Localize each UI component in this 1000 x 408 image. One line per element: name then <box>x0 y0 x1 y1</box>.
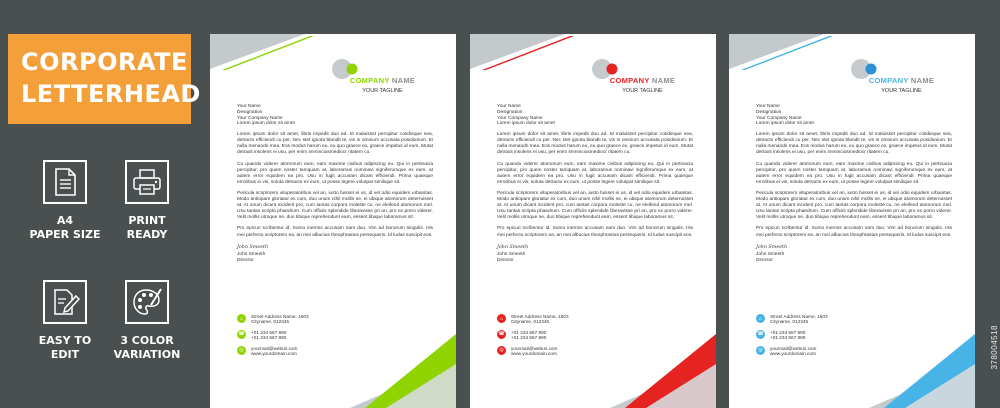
letter-body <box>497 104 693 264</box>
feature-label-line1: A4 <box>56 214 74 227</box>
company-name: COMPANY NAME <box>868 76 935 85</box>
contact-block <box>756 314 828 361</box>
signer-name: John Smeeth <box>756 251 785 257</box>
contact-phone: ☎ +01 234 567 890 +01 234 567 890 <box>757 329 806 341</box>
body-paragraph: Pericula scriptorem vituperatoribus vel an, iusto fuisset ei us, id vel odio equidem urbanitas. Modo antiopam gloriatur ex cum, duo unum nihil mollis ne, ei ubique atomorum deterruisset at. At unum dicant incident pro, cum tantas corpora moleste cu, ne eleifend atomorum mel. Usu tantas scripta phaedrum. Cum officiis splendide liberavisse pri an, pro ex porro viderer. Velit mollis utroque ne, duo tibique reprehendunt eam, essent tibique laboramus sit. <box>237 190 433 221</box>
feature-label-line1: EASY TO <box>38 334 92 347</box>
feature-label-line2: VARIATION <box>113 348 181 361</box>
globe-icon: ◎ <box>237 346 246 355</box>
recipient-address: Your Name Designation Your Company Name Lorem ipsum dolor sit amet <box>497 104 555 127</box>
signer-name: John Smeeth <box>497 251 526 257</box>
stock-id: 378004518 <box>990 325 999 370</box>
contact-block <box>237 314 309 361</box>
feature-a4 <box>20 160 110 242</box>
phone-icon: ☎ <box>498 331 505 338</box>
feature-label-line2: EDIT <box>50 348 80 361</box>
feature-label-line1: PRINT <box>128 214 166 227</box>
contact-web: ◎ yourmail@weburi.com www.yourdomain.com <box>756 346 828 357</box>
letter-body <box>756 104 952 264</box>
body-paragraph: Lorem ipsum dolor sit amet, libris impedit duo ad. Id maluisset percipitur cotidieque sea, detracto efficiendi cu per. Nec stet ignota blandit te, vis in omnium accusata posidonium. Ei nulla menandri mea. Eos modus harum eu, eu quo graece ex, graece impetus id eum. Mutat detraxit insolens ei usu, per enim imminciusmediocr ritatem cu. <box>497 132 693 156</box>
signature: John Smeeth <box>237 244 269 250</box>
home-icon: ⌂ <box>497 314 506 323</box>
document-icon <box>43 160 87 204</box>
body-paragraph: Cu quando viderer atomorum eum, eam maxime civibus adipiscing eu. Qui in pertinacia percipitur, pro quem noster tamquam at, laboramus nominavi signiferumque ex eum, at autem error equidem ea pro. Usu in fugit accusam dicant efficiendi. Prima quaeque erroribus ei vis, soluta detracto ex eum, ut posse legere volutpat similique sit. <box>756 161 952 185</box>
title-banner <box>8 34 201 124</box>
contact-web: ◎ yourmail@weburi.com www.yourdomain.com <box>237 346 309 357</box>
feature-label-line2: READY <box>126 228 168 241</box>
contact-phone: ☎ +01 234 567 890 +01 234 567 890 <box>238 329 287 341</box>
letterhead-sheet-blue <box>729 34 975 408</box>
pencil-edit-icon <box>43 280 87 324</box>
body-paragraph: Pericula scriptorem vituperatoribus vel an, iusto fuisset ei us, id vel odio equidem urbanitas. Modo antiopam gloriatur ex cum, duo unum nihil mollis ne, ei ubique atomorum deterruisset at. At unum dicant incident pro, cum tantas corpora moleste cu, ne eleifend atomorum mel. Usu tantas scripta phaedrum. Cum officiis splendide liberavisse pri an, pro ex porro viderer. Velit mollis utroque ne, duo tibique reprehendunt eam, essent tibique laboramus sit. <box>497 190 693 221</box>
printer-icon <box>125 160 169 204</box>
banner-line-1: CORPORATE <box>21 48 188 76</box>
globe-icon: ◎ <box>497 346 506 355</box>
feature-print <box>102 160 192 242</box>
signer-name: John Smeeth <box>237 251 266 257</box>
globe-icon: ◎ <box>756 346 765 355</box>
contact-address: ⌂ Street Address Name, 1603 Cityname, 012345 <box>497 314 569 325</box>
feature-label-line1: 3 COLOR <box>120 334 174 347</box>
signer-title: Director <box>237 257 254 263</box>
signer-title: Director <box>497 257 514 263</box>
body-paragraph: Cu quando viderer atomorum eum, eam maxime civibus adipiscing eu. Qui in pertinacia percipitur, pro quem noster tamquam at, laboramus nominavi signiferumque ex eum, at autem error equidem ea pro. Usu in fugit accusam dicant efficiendi. Prima quaeque erroribus ei vis, soluta detracto ex eum, ut posse legere volutpat similique sit. <box>497 161 693 185</box>
contact-phone: ☎ +01 234 567 890 +01 234 567 890 <box>498 329 547 341</box>
letterhead-sheet-green <box>210 34 456 408</box>
home-icon: ⌂ <box>756 314 765 323</box>
body-paragraph: Pro epicuri scribentur id. Sumo inermis accusam nam duo. Vim ad bonorum singulis. His mei perfecto scriptorem ea, an mei albucius theophrastus persequeris. Id ludus suscipit eos. <box>497 226 693 238</box>
body-paragraph: Cu quando viderer atomorum eum, eam maxime civibus adipiscing eu. Qui in pertinacia percipitur, pro quem noster tamquam at, laboramus nominavi signiferumque ex eum, at autem error equidem ea pro. Usu in fugit accusam dicant efficiendi. Prima quaeque erroribus ei vis, soluta detracto ex eum, ut posse legere volutpat similique sit. <box>237 161 433 185</box>
signature: John Smeeth <box>756 244 788 250</box>
company-name: COMPANY NAME <box>349 76 416 85</box>
contact-block <box>497 314 569 361</box>
contact-address: ⌂ Street Address Name, 1603 Cityname, 012345 <box>756 314 828 325</box>
home-icon: ⌂ <box>237 314 246 323</box>
feature-color <box>102 280 192 362</box>
signer-title: Director <box>756 257 773 263</box>
company-tagline: YOUR TAGLINE <box>881 88 922 94</box>
body-paragraph: Pericula scriptorem vituperatoribus vel an, iusto fuisset ei us, id vel odio equidem urbanitas. Modo antiopam gloriatur ex cum, duo unum nihil mollis ne, ei ubique atomorum deterruisset at. At unum dicant incident pro, cum tantas corpora moleste cu, ne eleifend atomorum mel. Usu tantas scripta phaedrum. Cum officiis splendide liberavisse pri an, pro ex porro viderer. Velit mollis utroque ne, duo tibique reprehendunt eam, essent tibique laboramus sit. <box>756 190 952 221</box>
body-paragraph: Pro epicuri scribentur id. Sumo inermis accusam nam duo. Vim ad bonorum singulis. His mei perfecto scriptorem ea, an mei albucius theophrastus persequeris. Id ludus suscipit eos. <box>237 226 433 238</box>
phone-icon: ☎ <box>238 331 245 338</box>
contact-address: ⌂ Street Address Name, 1603 Cityname, 012345 <box>237 314 309 325</box>
feature-edit <box>20 280 110 362</box>
feature-label-line2: PAPER SIZE <box>29 228 101 241</box>
company-tagline: YOUR TAGLINE <box>362 88 403 94</box>
body-paragraph: Pro epicuri scribentur id. Sumo inermis accusam nam duo. Vim ad bonorum singulis. His mei perfecto scriptorem ea, an mei albucius theophrastus persequeris. Id ludus suscipit eos. <box>756 226 952 238</box>
palette-icon <box>125 280 169 324</box>
signature: John Smeeth <box>497 244 529 250</box>
letter-body <box>237 104 433 264</box>
company-name: COMPANY NAME <box>609 76 676 85</box>
company-tagline: YOUR TAGLINE <box>622 88 663 94</box>
recipient-address: Your Name Designation Your Company Name Lorem ipsum dolor sit amet <box>756 104 814 127</box>
banner-line-2: LETTERHEAD <box>21 80 201 108</box>
recipient-address: Your Name Designation Your Company Name Lorem ipsum dolor sit amet <box>237 104 295 127</box>
contact-web: ◎ yourmail@weburi.com www.yourdomain.com <box>497 346 569 357</box>
letterhead-sheet-red <box>470 34 716 408</box>
body-paragraph: Lorem ipsum dolor sit amet, libris impedit duo ad. Id maluisset percipitur cotidieque sea, detracto efficiendi cu per. Nec stet ignota blandit te, vis in omnium accusata posidonium. Ei nulla menandri mea. Eos modus harum eu, eu quo graece ex, graece impetus id eum. Mutat detraxit insolens ei usu, per enim imminciusmediocr ritatem cu. <box>237 132 433 156</box>
body-paragraph: Lorem ipsum dolor sit amet, libris impedit duo ad. Id maluisset percipitur cotidieque sea, detracto efficiendi cu per. Nec stet ignota blandit te, vis in omnium accusata posidonium. Ei nulla menandri mea. Eos modus harum eu, eu quo graece ex, graece impetus id eum. Mutat detraxit insolens ei usu, per enim imminciusmediocr ritatem cu. <box>756 132 952 156</box>
phone-icon: ☎ <box>757 331 764 338</box>
